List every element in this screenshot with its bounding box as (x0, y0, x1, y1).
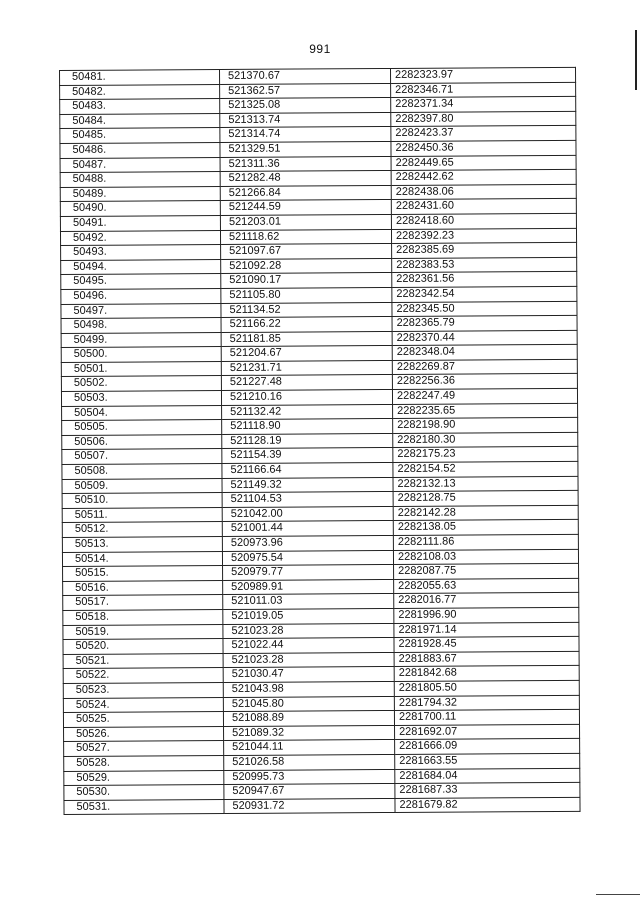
x-coordinate-cell: 521149.32 (222, 477, 393, 493)
x-coordinate-cell: 521001.44 (222, 521, 393, 537)
y-coordinate-cell: 2281883.67 (394, 651, 579, 667)
x-coordinate-cell: 521023.28 (223, 623, 394, 639)
x-coordinate-cell: 520989.91 (223, 579, 394, 595)
point-id-cell: 50512. (62, 522, 222, 538)
y-coordinate-cell: 2282016.77 (394, 593, 579, 609)
x-coordinate-cell: 521314.74 (220, 127, 391, 143)
y-coordinate-cell: 2282438.06 (391, 184, 576, 200)
y-coordinate-cell: 2282346.71 (391, 82, 576, 98)
x-coordinate-cell: 521023.28 (223, 652, 394, 668)
x-coordinate-cell: 521227.48 (221, 375, 392, 391)
x-coordinate-cell: 521134.52 (221, 302, 392, 318)
page-edge-mark (635, 30, 637, 90)
point-id-cell: 50483. (60, 99, 220, 115)
y-coordinate-cell: 2282385.69 (392, 242, 577, 258)
point-id-cell: 50484. (60, 113, 220, 129)
point-id-cell: 50501. (61, 361, 221, 377)
point-id-cell: 50514. (62, 551, 222, 567)
y-coordinate-cell: 2282132.13 (393, 476, 578, 492)
point-id-cell: 50524. (63, 697, 223, 713)
y-coordinate-cell: 2281996.90 (394, 607, 579, 623)
y-coordinate-cell: 2282111.86 (393, 534, 578, 550)
point-id-cell: 50529. (64, 770, 224, 786)
point-id-cell: 50531. (64, 799, 224, 815)
point-id-cell: 50505. (62, 420, 222, 436)
y-coordinate-cell: 2282180.30 (393, 432, 578, 448)
point-id-cell: 50489. (60, 186, 220, 202)
point-id-cell: 50510. (62, 493, 222, 509)
y-coordinate-cell: 2281687.33 (395, 782, 580, 798)
point-id-cell: 50507. (62, 449, 222, 465)
point-id-cell: 50502. (61, 376, 221, 392)
x-coordinate-cell: 521132.42 (222, 404, 393, 420)
y-coordinate-cell: 2282055.63 (394, 578, 579, 594)
table-row (64, 797, 580, 815)
x-coordinate-cell: 521030.47 (223, 667, 394, 683)
point-id-cell: 50520. (63, 639, 223, 655)
x-coordinate-cell: 521089.32 (224, 725, 395, 741)
point-id-cell: 50491. (60, 215, 220, 231)
point-id-cell: 50509. (62, 478, 222, 494)
point-id-cell: 50486. (60, 142, 220, 158)
coordinates-table-body (60, 67, 581, 814)
page-number: 991 (309, 42, 331, 56)
x-coordinate-cell: 520973.96 (222, 535, 393, 551)
y-coordinate-cell: 2281794.32 (394, 695, 579, 711)
x-coordinate-cell: 521011.03 (223, 594, 394, 610)
point-id-cell: 50515. (63, 566, 223, 582)
x-coordinate-cell: 521329.51 (220, 141, 391, 157)
point-id-cell: 50498. (61, 318, 221, 334)
x-coordinate-cell: 520979.77 (223, 565, 394, 581)
point-id-cell: 50530. (64, 785, 224, 801)
y-coordinate-cell: 2282175.23 (393, 447, 578, 463)
y-coordinate-cell: 2281692.07 (395, 724, 580, 740)
x-coordinate-cell: 521166.22 (221, 317, 392, 333)
y-coordinate-cell: 2282370.44 (392, 330, 577, 346)
point-id-cell: 50526. (64, 726, 224, 742)
x-coordinate-cell: 521104.53 (222, 492, 393, 508)
point-id-cell: 50494. (61, 259, 221, 275)
x-coordinate-cell: 521313.74 (220, 112, 391, 128)
y-coordinate-cell: 2282269.87 (392, 359, 577, 375)
page-bottom-mark (596, 894, 640, 895)
y-coordinate-cell: 2282383.53 (392, 257, 577, 273)
y-coordinate-cell: 2282323.97 (390, 67, 575, 83)
y-coordinate-cell: 2282450.36 (391, 140, 576, 156)
y-coordinate-cell: 2282198.90 (393, 418, 578, 434)
y-coordinate-cell: 2282348.04 (392, 345, 577, 361)
point-id-cell: 50481. (60, 70, 220, 86)
point-id-cell: 50499. (61, 332, 221, 348)
point-id-cell: 50487. (60, 157, 220, 173)
y-coordinate-cell: 2282138.05 (393, 520, 578, 536)
x-coordinate-cell: 521044.11 (224, 740, 395, 756)
x-coordinate-cell: 521204.67 (221, 346, 392, 362)
point-id-cell: 50527. (64, 741, 224, 757)
x-coordinate-cell: 521105.80 (221, 287, 392, 303)
point-id-cell: 50521. (63, 653, 223, 669)
x-coordinate-cell: 520947.67 (224, 784, 395, 800)
x-coordinate-cell: 521128.19 (222, 433, 393, 449)
x-coordinate-cell: 521092.28 (221, 258, 392, 274)
y-coordinate-cell: 2281700.11 (394, 709, 579, 725)
x-coordinate-cell: 521043.98 (223, 681, 394, 697)
x-coordinate-cell: 521118.90 (222, 419, 393, 435)
x-coordinate-cell: 520975.54 (222, 550, 393, 566)
point-id-cell: 50490. (60, 201, 220, 217)
point-id-cell: 50492. (60, 230, 220, 246)
y-coordinate-cell: 2282142.28 (393, 505, 578, 521)
y-coordinate-cell: 2281805.50 (394, 680, 579, 696)
point-id-cell: 50495. (61, 274, 221, 290)
point-id-cell: 50485. (60, 128, 220, 144)
x-coordinate-cell: 521181.85 (221, 331, 392, 347)
point-id-cell: 50511. (62, 507, 222, 523)
x-coordinate-cell: 521311.36 (220, 156, 391, 172)
y-coordinate-cell: 2282442.62 (391, 169, 576, 185)
x-coordinate-cell: 521090.17 (221, 273, 392, 289)
x-coordinate-cell: 521026.58 (224, 754, 395, 770)
x-coordinate-cell: 521244.59 (220, 200, 391, 216)
y-coordinate-cell: 2282431.60 (391, 199, 576, 215)
point-id-cell: 50493. (61, 245, 221, 261)
y-coordinate-cell: 2282128.75 (393, 491, 578, 507)
y-coordinate-cell: 2282247.49 (392, 388, 577, 404)
y-coordinate-cell: 2282087.75 (394, 564, 579, 580)
y-coordinate-cell: 2282342.54 (392, 286, 577, 302)
y-coordinate-cell: 2282423.37 (391, 126, 576, 142)
point-id-cell: 50525. (63, 712, 223, 728)
point-id-cell: 50519. (63, 624, 223, 640)
x-coordinate-cell: 521282.48 (220, 171, 391, 187)
x-coordinate-cell: 521019.05 (223, 608, 394, 624)
point-id-cell: 50516. (63, 580, 223, 596)
y-coordinate-cell: 2282108.03 (393, 549, 578, 565)
x-coordinate-cell: 521022.44 (223, 638, 394, 654)
y-coordinate-cell: 2281666.09 (395, 739, 580, 755)
y-coordinate-cell: 2281971.14 (394, 622, 579, 638)
y-coordinate-cell: 2282392.23 (391, 228, 576, 244)
y-coordinate-cell: 2282397.80 (391, 111, 576, 127)
y-coordinate-cell: 2282449.65 (391, 155, 576, 171)
y-coordinate-cell: 2282418.60 (391, 213, 576, 229)
x-coordinate-cell: 521370.67 (220, 68, 391, 84)
x-coordinate-cell: 521045.80 (223, 696, 394, 712)
point-id-cell: 50482. (60, 84, 220, 100)
y-coordinate-cell: 2281663.55 (395, 753, 580, 769)
x-coordinate-cell: 520931.72 (224, 798, 395, 814)
point-id-cell: 50497. (61, 303, 221, 319)
point-id-cell: 50506. (62, 434, 222, 450)
y-coordinate-cell: 2282256.36 (392, 374, 577, 390)
y-coordinate-cell: 2282345.50 (392, 301, 577, 317)
x-coordinate-cell: 521166.64 (222, 462, 393, 478)
y-coordinate-cell: 2282365.79 (392, 315, 577, 331)
y-coordinate-cell: 2282235.65 (393, 403, 578, 419)
x-coordinate-cell: 520995.73 (224, 769, 395, 785)
x-coordinate-cell: 521210.16 (221, 390, 392, 406)
x-coordinate-cell: 521203.01 (220, 214, 391, 230)
y-coordinate-cell: 2281928.45 (394, 636, 579, 652)
y-coordinate-cell: 2282154.52 (393, 461, 578, 477)
point-id-cell: 50523. (63, 682, 223, 698)
y-coordinate-cell: 2281684.04 (395, 768, 580, 784)
y-coordinate-cell: 2281842.68 (394, 666, 579, 682)
point-id-cell: 50504. (62, 405, 222, 421)
point-id-cell: 50513. (62, 537, 222, 553)
y-coordinate-cell: 2282371.34 (391, 97, 576, 113)
point-id-cell: 50488. (60, 172, 220, 188)
y-coordinate-cell: 2281679.82 (395, 797, 580, 813)
point-id-cell: 50500. (61, 347, 221, 363)
x-coordinate-cell: 521118.62 (220, 229, 391, 245)
point-id-cell: 50522. (63, 668, 223, 684)
x-coordinate-cell: 521088.89 (223, 711, 394, 727)
point-id-cell: 50528. (64, 755, 224, 771)
x-coordinate-cell: 521325.08 (220, 98, 391, 114)
point-id-cell: 50508. (62, 464, 222, 480)
point-id-cell: 50517. (63, 595, 223, 611)
x-coordinate-cell: 521042.00 (222, 506, 393, 522)
point-id-cell: 50496. (61, 288, 221, 304)
coordinates-table (59, 67, 581, 815)
y-coordinate-cell: 2282361.56 (392, 272, 577, 288)
point-id-cell: 50518. (63, 609, 223, 625)
point-id-cell: 50503. (61, 391, 221, 407)
x-coordinate-cell: 521266.84 (220, 185, 391, 201)
x-coordinate-cell: 521231.71 (221, 360, 392, 376)
x-coordinate-cell: 521362.57 (220, 83, 391, 99)
x-coordinate-cell: 521154.39 (222, 448, 393, 464)
x-coordinate-cell: 521097.67 (221, 244, 392, 260)
